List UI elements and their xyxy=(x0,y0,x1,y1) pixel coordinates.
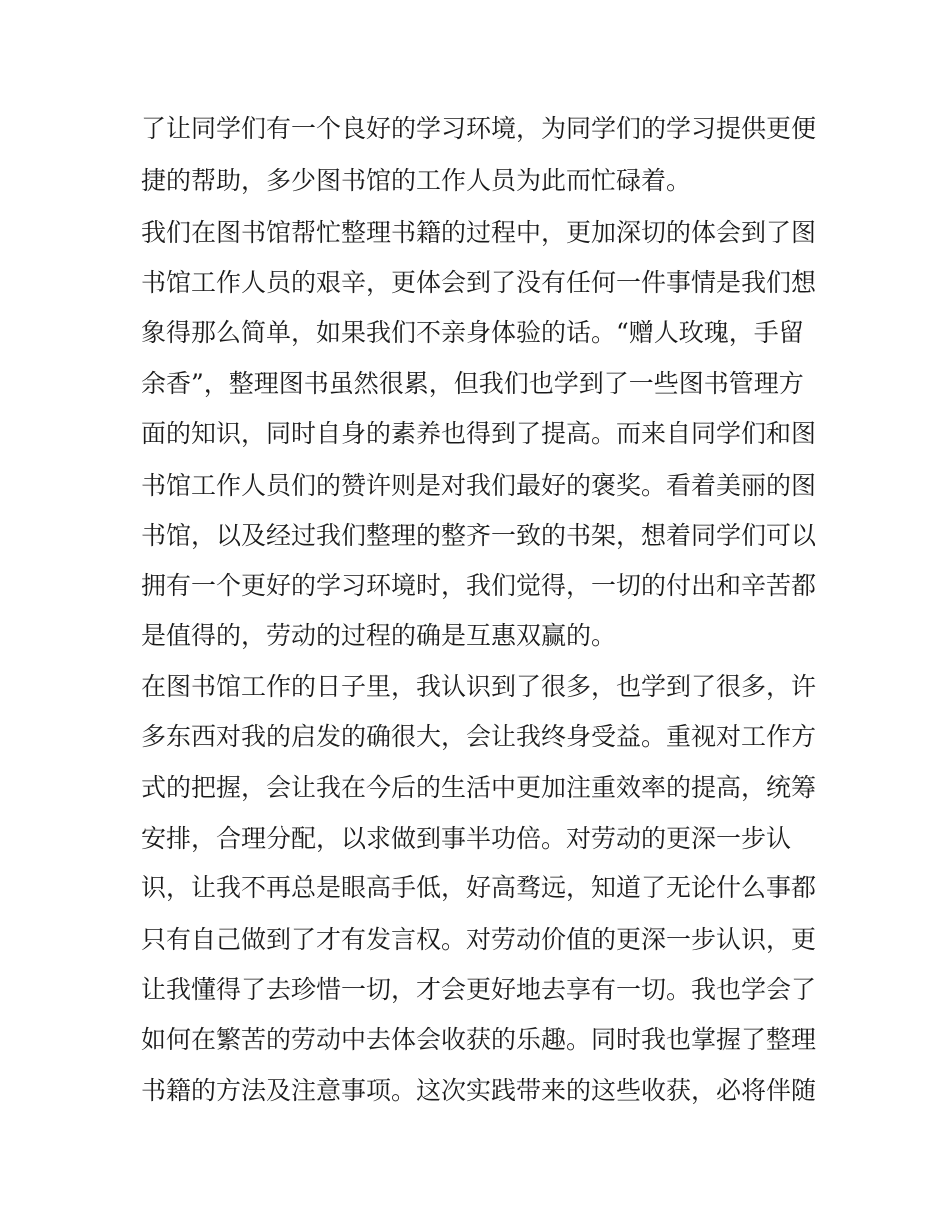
text-line: 捷的帮助，多少图书馆的工作人员为此而忙碌着。 xyxy=(141,166,692,195)
text-line: 象得那么简单，如果我们不亲身体验的话。“赠人玫瑰，手留 xyxy=(141,318,804,347)
text-line: 了让同学们有一个良好的学习环境，为同学们的学习提供更便 xyxy=(141,114,817,143)
text-line: 多东西对我的启发的确很大，会让我终身受益。重视对工作方 xyxy=(141,722,817,751)
text-line: 书馆，以及经过我们整理的整齐一致的书架，想着同学们可以 xyxy=(141,521,817,550)
text-line: 让我懂得了去珍惜一切，才会更好地去享有一切。我也学会了 xyxy=(141,975,817,1004)
text-line: 式的把握，会让我在今后的生活中更加注重效率的提高，统筹 xyxy=(141,773,817,802)
text-line: 面的知识，同时自身的素养也得到了提高。而来自同学们和图 xyxy=(141,419,817,448)
text-line: 书馆工作人员的艰辛，更体会到了没有任何一件事情是我们想 xyxy=(141,268,817,297)
text-line: 是值得的，劳动的过程的确是互惠双赢的。 xyxy=(141,621,617,650)
text-line: 书籍的方法及注意事项。这次实践带来的这些收获，必将伴随 xyxy=(141,1076,817,1105)
text-line: 在图书馆工作的日子里，我认识到了很多，也学到了很多，许 xyxy=(141,672,817,701)
text-line: 识，让我不再总是眼高手低，好高骛远，知道了无论什么事都 xyxy=(141,873,817,902)
text-line: 拥有一个更好的学习环境时，我们觉得，一切的付出和辛苦都 xyxy=(141,571,817,600)
text-line: 只有自己做到了才有发言权。对劳动价值的更深一步认识，更 xyxy=(141,925,817,954)
text-line: 余香”，整理图书虽然很累，但我们也学到了一些图书管理方 xyxy=(141,369,804,398)
text-line: 书馆工作人员们的赞许则是对我们最好的褒奖。看着美丽的图 xyxy=(141,471,817,500)
text-line: 如何在繁苦的劳动中去体会收获的乐趣。同时我也掌握了整理 xyxy=(141,1025,817,1054)
text-line: 我们在图书馆帮忙整理书籍的过程中，更加深切的体会到了图 xyxy=(141,218,817,247)
text-line: 安排，合理分配，以求做到事半功倍。对劳动的更深一步认 xyxy=(141,824,792,853)
